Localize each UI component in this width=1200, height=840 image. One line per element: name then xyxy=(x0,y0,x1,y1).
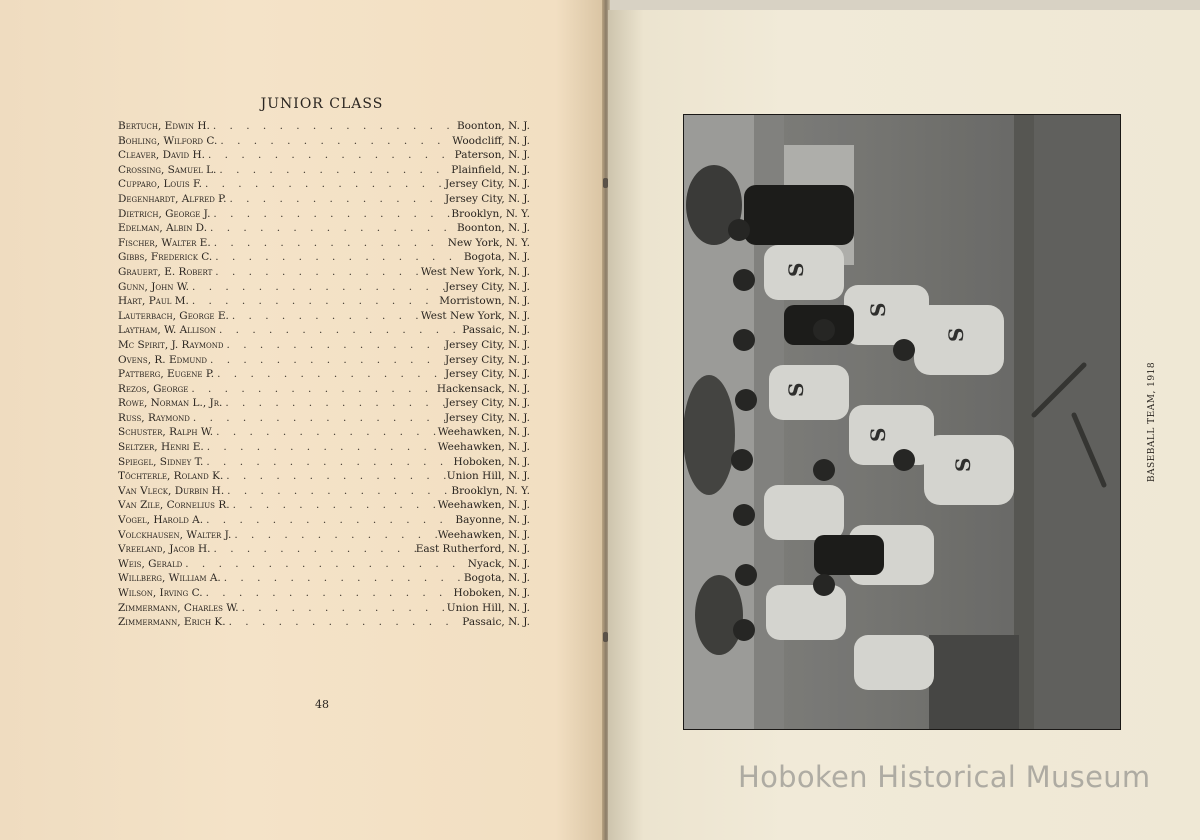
svg-text:S: S xyxy=(784,382,808,397)
student-roster xyxy=(118,120,530,631)
roster-row xyxy=(118,368,530,383)
photo-illustration xyxy=(684,115,1120,729)
roster-row xyxy=(118,237,530,252)
student-name: Pattberg, Eugene P. xyxy=(118,368,215,381)
roster-row xyxy=(118,164,530,179)
student-name: Edelman, Albin D. xyxy=(118,222,208,235)
dot-leader xyxy=(207,222,457,234)
student-name: Cleaver, David H. xyxy=(118,149,205,162)
dot-leader xyxy=(212,266,421,278)
dot-leader xyxy=(226,616,463,628)
student-name: Bertuch, Edwin H. xyxy=(118,120,210,132)
hometown: Jersey City, N. J. xyxy=(444,353,530,366)
dot-leader xyxy=(207,354,445,366)
dot-leader xyxy=(214,368,445,380)
hometown: East Rutherford, N. J. xyxy=(415,543,530,556)
roster-row xyxy=(118,295,530,310)
hometown: Brooklyn, N. Y. xyxy=(451,207,530,220)
roster-row xyxy=(118,397,530,412)
hometown: Jersey City, N. J. xyxy=(444,397,530,410)
dot-leader xyxy=(231,529,437,541)
hometown: Passaic, N. J. xyxy=(462,324,530,337)
hometown: Weehawken, N. J. xyxy=(437,426,530,439)
roster-row xyxy=(118,602,530,617)
student-name: Rowe, Norman L., Jr. xyxy=(118,397,223,410)
hometown: Bayonne, N. J. xyxy=(455,514,530,527)
dot-leader xyxy=(224,339,445,351)
student-name: Vogel, Harold A. xyxy=(118,514,204,527)
hometown: Hoboken, N. J. xyxy=(453,587,530,599)
hometown: Weehawken, N. J. xyxy=(437,441,530,454)
dot-leader xyxy=(223,470,446,482)
dot-leader xyxy=(210,208,451,220)
roster-row xyxy=(118,383,530,398)
hometown: Weehawken, N. J. xyxy=(437,528,530,541)
roster-row xyxy=(118,514,530,529)
roster-row xyxy=(118,324,530,339)
hometown: Weehawken, N. J. xyxy=(437,499,530,512)
student-name: Zimmermann, Erich K. xyxy=(118,616,226,629)
student-name: Gunn, John W. xyxy=(118,280,190,293)
roster-row xyxy=(118,470,530,485)
hometown: Nyack, N. J. xyxy=(467,557,530,570)
hometown: Jersey City, N. J. xyxy=(444,280,530,293)
dot-leader xyxy=(230,499,438,511)
svg-text:S: S xyxy=(866,427,890,442)
student-name: Gibbs, Frederick C. xyxy=(118,251,213,264)
dot-leader xyxy=(203,514,455,526)
dot-leader xyxy=(221,572,464,584)
roster-row xyxy=(118,558,530,573)
student-name: Russ, Raymond xyxy=(118,411,190,424)
roster-row xyxy=(118,120,530,135)
roster-row xyxy=(118,485,530,500)
hometown: Jersey City, N. J. xyxy=(444,411,530,424)
roster-row xyxy=(118,251,530,266)
dot-leader xyxy=(217,135,452,147)
hometown: Brooklyn, N. Y. xyxy=(451,484,530,497)
roster-row xyxy=(118,178,530,193)
hometown: Plainfield, N. J. xyxy=(451,163,530,176)
dot-leader xyxy=(216,164,451,176)
roster-row xyxy=(118,135,530,150)
roster-row xyxy=(118,222,530,237)
student-name: Wilson, Irving C. xyxy=(118,587,203,599)
roster-row xyxy=(118,208,530,223)
roster-row xyxy=(118,426,530,441)
roster-row xyxy=(118,456,530,471)
roster-row xyxy=(118,616,530,631)
dot-leader xyxy=(212,251,464,263)
roster-row xyxy=(118,354,530,369)
student-name: Degenhardt, Alfred P. xyxy=(118,192,227,205)
dot-leader xyxy=(205,149,455,161)
dot-leader xyxy=(204,441,438,453)
student-name: Seltzer, Henri E. xyxy=(118,441,204,454)
student-name: Cupparo, Louis F. xyxy=(118,178,202,191)
dot-leader xyxy=(211,543,416,555)
dot-leader xyxy=(203,456,453,468)
roster-row xyxy=(118,572,530,587)
roster-row xyxy=(118,281,530,296)
student-name: Crossing, Samuel L. xyxy=(118,163,217,176)
dot-leader xyxy=(182,558,468,570)
hometown: Morristown, N. J. xyxy=(439,295,530,308)
student-name: Mc Spirit, J. Raymond xyxy=(118,338,224,351)
hometown: Union Hill, N. J. xyxy=(446,601,530,614)
hometown: West New York, N. J. xyxy=(420,265,530,278)
student-name: Bohling, Wilford C. xyxy=(118,134,218,147)
dot-leader xyxy=(203,587,454,599)
hometown: Union Hill, N. J. xyxy=(446,470,530,483)
student-name: Dietrich, George J. xyxy=(118,207,211,220)
dot-leader xyxy=(229,310,421,322)
roster-row xyxy=(118,412,530,427)
student-name: Van Vleck, Durbin H. xyxy=(118,484,225,497)
hometown: Jersey City, N. J. xyxy=(444,368,530,381)
student-name: Hart, Paul M. xyxy=(118,295,189,308)
dot-leader xyxy=(216,324,462,336)
hometown: Hackensack, N. J. xyxy=(436,382,530,395)
student-name: Laytham, W. Allison xyxy=(118,324,216,337)
dot-leader xyxy=(188,383,437,395)
roster-row xyxy=(118,543,530,558)
hometown: Bogota, N. J. xyxy=(463,251,530,264)
student-name: Vreeland, Jacob H. xyxy=(118,543,211,556)
dot-leader xyxy=(210,120,457,132)
hometown: Paterson, N. J. xyxy=(454,149,530,162)
dot-leader xyxy=(239,602,447,614)
dot-leader xyxy=(213,426,438,438)
student-name: Lauterbach, George E. xyxy=(118,309,229,322)
svg-text:S: S xyxy=(784,262,808,277)
roster-row xyxy=(118,499,530,514)
student-name: Rezos, George xyxy=(118,382,189,395)
hometown: West New York, N. J. xyxy=(420,309,530,322)
svg-text:S: S xyxy=(866,302,890,317)
class-heading: JUNIOR CLASS xyxy=(260,96,384,112)
roster-row xyxy=(118,310,530,325)
museum-watermark: Hoboken Historical Museum xyxy=(738,760,1151,794)
student-name: Fischer, Walter E. xyxy=(118,236,211,249)
student-name: Volckhausen, Walter J. xyxy=(118,528,232,541)
hometown: Boonton, N. J. xyxy=(456,120,530,132)
hometown: Jersey City, N. J. xyxy=(444,192,530,205)
student-name: Willberg, William A. xyxy=(118,572,221,585)
dot-leader xyxy=(189,281,445,293)
photo-caption: BASEBALL TEAM, 1918 xyxy=(1147,361,1157,483)
dot-leader xyxy=(211,237,448,249)
dot-leader xyxy=(202,178,445,190)
svg-text:S: S xyxy=(951,457,975,472)
dot-leader xyxy=(226,193,445,205)
student-name: Zimmermann, Charles W. xyxy=(118,601,239,614)
hometown: Jersey City, N. J. xyxy=(444,178,530,191)
dot-leader xyxy=(224,485,451,497)
hometown: New York, N. Y. xyxy=(447,236,530,249)
hometown: Boonton, N. J. xyxy=(456,222,530,235)
hometown: Passaic, N. J. xyxy=(462,616,530,629)
dot-leader xyxy=(189,295,439,307)
roster-row xyxy=(118,339,530,354)
student-name: Weis, Gerald xyxy=(118,557,183,570)
team-photograph xyxy=(683,114,1121,730)
student-name: Grauert, E. Robert xyxy=(118,265,213,278)
hometown: Woodcliff, N. J. xyxy=(452,134,530,147)
roster-row xyxy=(118,529,530,544)
student-name: Töchterle, Roland K. xyxy=(118,470,224,483)
student-name: Ovens, R. Edmund xyxy=(118,353,208,366)
student-name: Schuster, Ralph W. xyxy=(118,426,214,439)
page-number: 48 xyxy=(315,698,329,711)
dot-leader xyxy=(190,412,445,424)
hometown: Hoboken, N. J. xyxy=(453,455,530,468)
hometown: Jersey City, N. J. xyxy=(444,338,530,351)
dot-leader xyxy=(222,397,445,409)
student-name: Spiegel, Sidney T. xyxy=(118,455,204,468)
roster-row xyxy=(118,149,530,164)
hometown: Bogota, N. J. xyxy=(463,572,530,585)
student-name: Van Zile, Cornelius R. xyxy=(118,499,230,512)
roster-row xyxy=(118,441,530,456)
roster-row xyxy=(118,266,530,281)
roster-row xyxy=(118,193,530,208)
svg-text:S: S xyxy=(944,327,968,342)
roster-row xyxy=(118,587,530,602)
